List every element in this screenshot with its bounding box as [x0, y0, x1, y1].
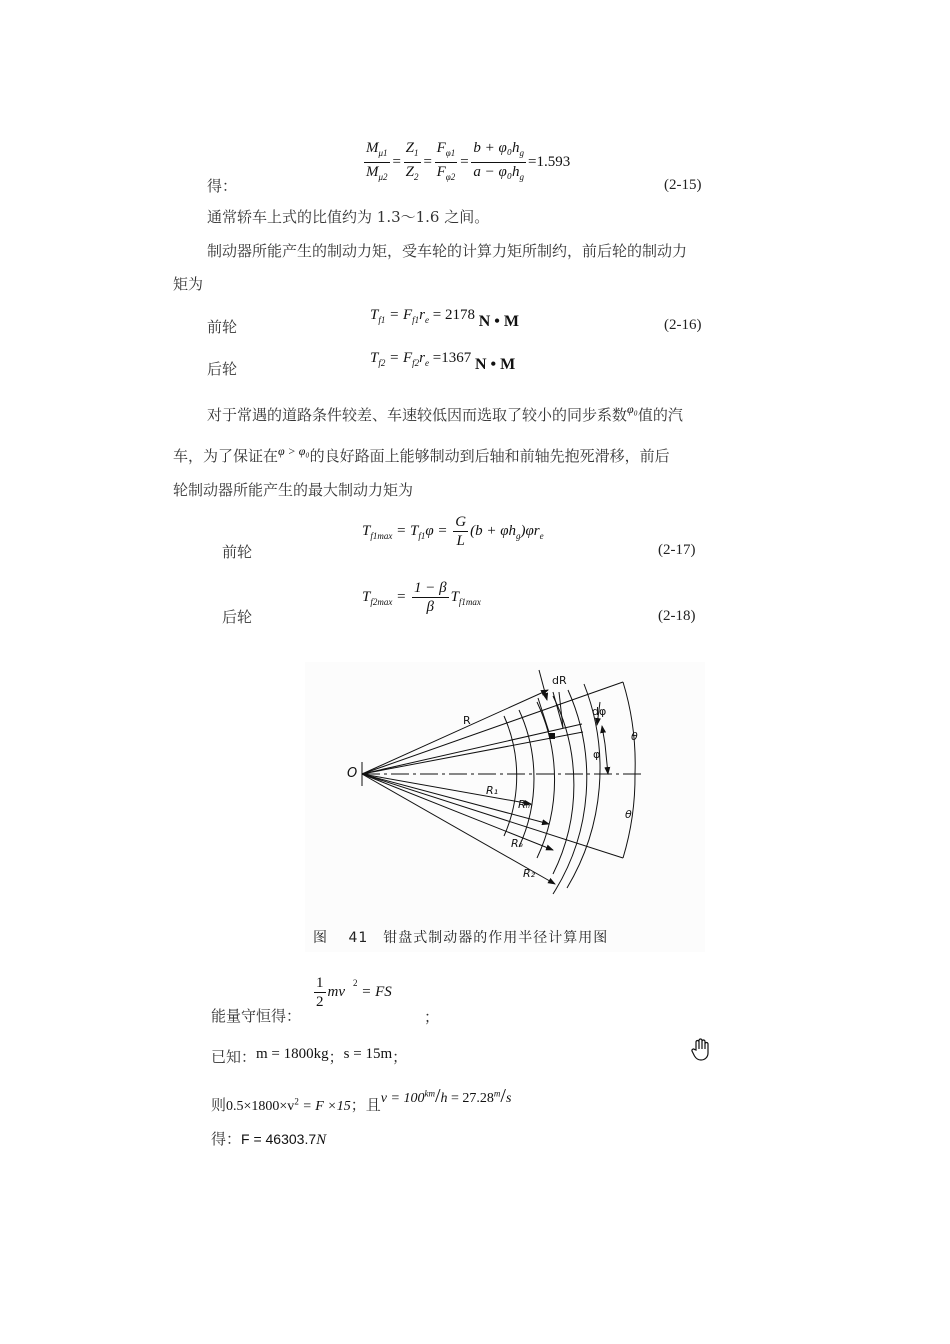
- eq-2-18-label: 后轮: [222, 608, 253, 626]
- eq-2-17-label: 前轮: [222, 543, 253, 561]
- eq-2-17-number: (2-17): [658, 542, 696, 558]
- eq-2-15: $\frac{M_{\mu 1}}{M_{\mu 2}}$ = $\frac{Z_1}{Z_2}$ = $\frac{F_{\varphi 1}}{F_{\varphi 2}}$ = $\frac{b + \varphi_0h_g}{a - \varphi_0h_g}$ =1.593: [366, 140, 571, 182]
- eq-2-18-number: (2-18): [658, 608, 696, 624]
- energy-semicolon: ；: [424, 1008, 440, 1026]
- caliper-brake-diagram: [305, 662, 705, 952]
- eq-2-16-number: (2-16): [664, 317, 702, 333]
- eq-2-18: $T_{f2max}$ = $\frac{1 - \beta}{\beta}$ $T_{f1max}$: [362, 580, 481, 615]
- para-torque-line1: 制动器所能产生的制动力矩，受车轮的计算力矩所制约，前后轮的制动力: [207, 242, 688, 260]
- eq-2-16: $T_{f1} = F_{f1}r_e = 2178$ N • M: [370, 307, 519, 330]
- label-O: O: [347, 766, 358, 781]
- para-torque-line2: 矩为: [173, 275, 204, 293]
- known-line: 已知：m = 1800kg；s = 15m；: [211, 1046, 408, 1066]
- caliper-brake-figure: [305, 662, 705, 952]
- then-line: 则$0.5\times 1800\times v^2 = F \times 15$；且$v = 100^{km}/h = 27.28^m/s$: [211, 1085, 512, 1114]
- label-Re: Rₑ: [511, 837, 524, 850]
- figure-caption: 图 41 钳盘式制动器的作用半径计算用图: [313, 930, 609, 946]
- para-road-line1: 对于常遇的道路条件较差、车速较低因而选取了较小的同步系数$^{\varphi_0}$值的汽: [207, 402, 683, 424]
- eq-rear: $T_{f2} = F_{f2}r_e =1367$ N • M: [370, 350, 516, 373]
- para-road-line2: 车，为了保证在$^{\varphi > \varphi_0}$的良好路面上能够制动到后轴和前轴先抱死滑移，前后: [173, 444, 670, 465]
- eq-2-15-number: (2-15): [664, 177, 702, 193]
- label-phi: φ: [593, 748, 601, 761]
- energy-prefix: 能量守恒得：: [211, 1007, 302, 1025]
- label-R: R: [463, 714, 471, 727]
- eq-rear-label: 后轮: [207, 360, 238, 378]
- eq-2-15-prefix: 得：: [207, 177, 238, 195]
- label-theta-lower: θ: [625, 808, 632, 821]
- label-R2: R₂: [523, 867, 536, 880]
- eq-2-16-label: 前轮: [207, 318, 238, 336]
- para-ratio: 通常轿车上式的比值约为 1.3～1.6 之间。: [207, 208, 490, 226]
- label-dR: dR: [552, 674, 567, 687]
- label-theta-upper: θ: [631, 730, 638, 743]
- label-R1: R₁: [486, 784, 499, 797]
- label-dphi: dφ: [592, 705, 607, 718]
- result-line: 得：F = 46303.7N: [211, 1130, 327, 1148]
- eq-2-17: $T_{f1max} = T_{f1}\varphi$ = $\frac{G}{L}$ $(b + \varphi h_g)\varphi r_e$: [362, 514, 544, 549]
- energy-equation: $\frac{1}{2}$ $mv^2$ = FS: [316, 975, 392, 1010]
- para-road-line3: 轮制动器所能产生的最大制动力矩为: [173, 481, 414, 499]
- hand-cursor-icon: [690, 1038, 712, 1062]
- label-Rm: Rₘ: [518, 798, 533, 811]
